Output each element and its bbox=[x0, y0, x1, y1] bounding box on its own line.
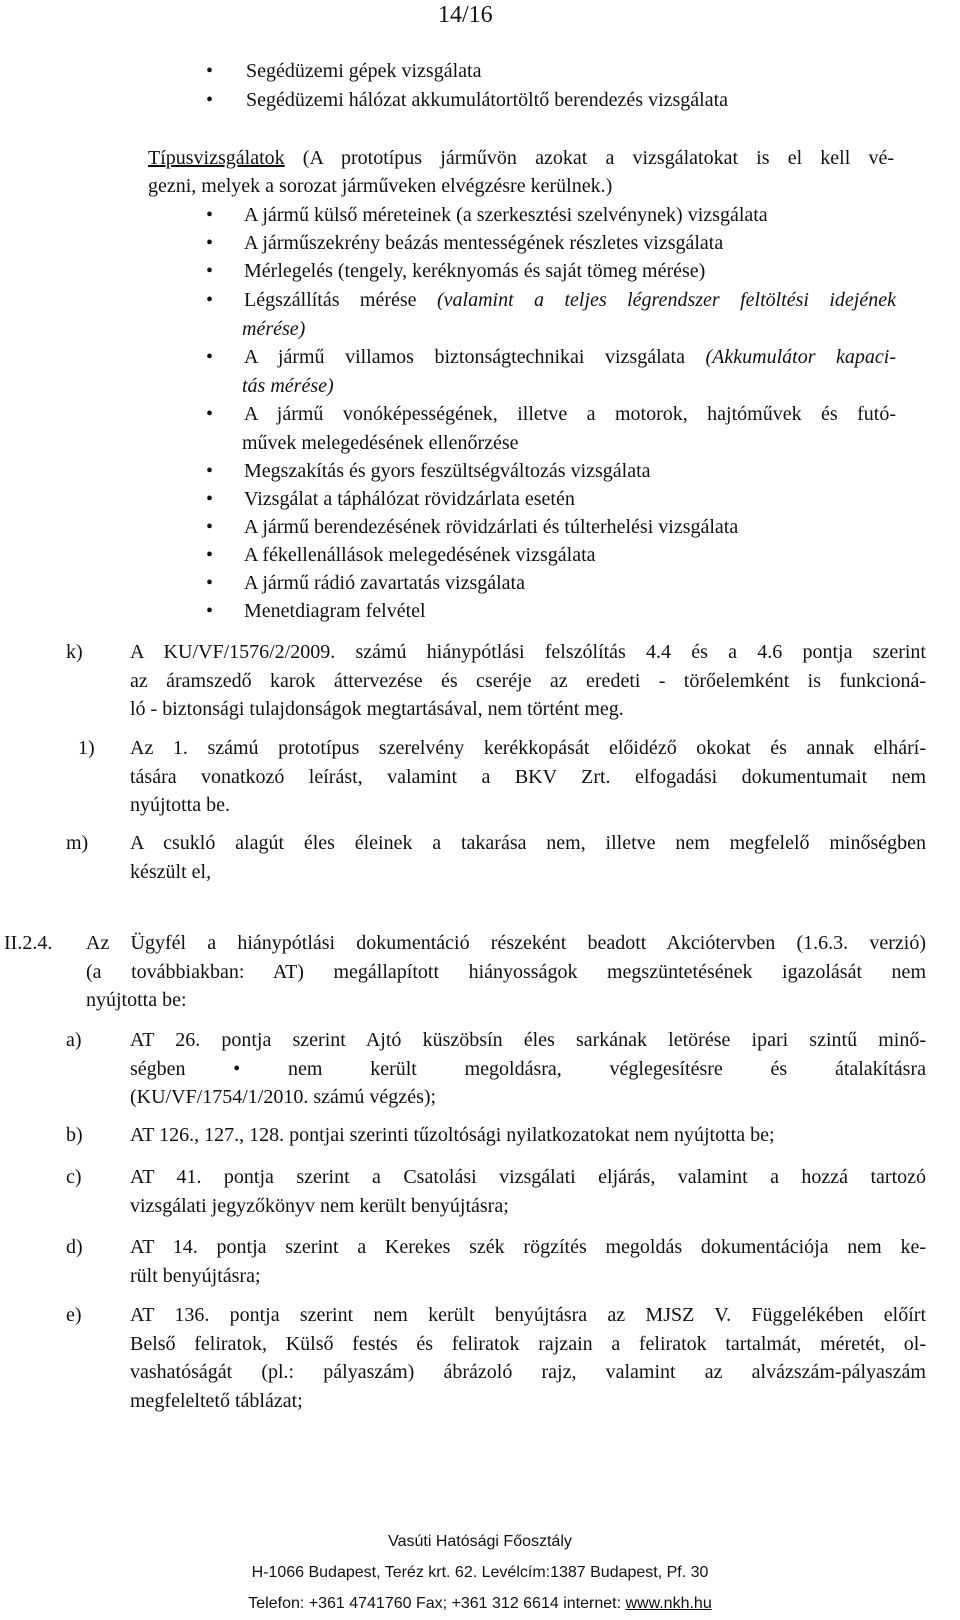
bullet-icon: • bbox=[206, 89, 214, 111]
list-item bbox=[206, 400, 896, 457]
bullet-icon: • bbox=[206, 204, 214, 226]
paragraph-line: A csukló alagút éles éleinek a takarása nem, illetve nem megfelelő minőségben bbox=[130, 832, 926, 854]
list-item-text: A jármű berendezésének rövidzárlati és túlterhelési vizsgálata bbox=[244, 516, 739, 538]
item-c-text bbox=[130, 1163, 926, 1220]
list-item bbox=[206, 457, 896, 486]
section-label-k: k) bbox=[66, 641, 83, 663]
paragraph-line: vashatóságát (pl.: pályaszám) ábrázoló rajz, valamint az alvázszám-pályaszám bbox=[130, 1361, 926, 1383]
intro-text: (A prototípus járművön azokat a vizsgálatokat is el kell vé- bbox=[284, 147, 894, 169]
type-tests-intro bbox=[148, 144, 894, 173]
list-item-italic: (valamint a teljes légrendszer feltöltési idejének bbox=[436, 289, 896, 311]
paragraph-line: ségben • nem került megoldásra, véglegesítésre és átalakításra bbox=[130, 1057, 926, 1080]
paragraph-line: AT 126., 127., 128. pontjai szerinti tűzoltósági nyilatkozatokat nem nyújtotta be; bbox=[130, 1124, 775, 1146]
list-item-italic: mérése) bbox=[242, 317, 306, 340]
list-item bbox=[206, 201, 896, 230]
bullet-icon: • bbox=[206, 572, 214, 594]
list-item-text: A járműszekrény beázás mentességének részletes vizsgálata bbox=[244, 232, 724, 254]
paragraph-line: tására vonatkozó leírást, valamint a BKV Zrt. elfogadási dokumentumait nem bbox=[130, 765, 926, 788]
list-item bbox=[206, 541, 896, 570]
section-l-text bbox=[130, 734, 926, 820]
bullet-icon: • bbox=[206, 403, 214, 425]
item-label-a: a) bbox=[66, 1029, 82, 1051]
section-label-m: m) bbox=[66, 832, 89, 854]
list-item bbox=[206, 229, 896, 258]
list-item bbox=[206, 86, 886, 115]
section-label-2-2-4: II.2.4. bbox=[4, 932, 53, 954]
bullet-icon: • bbox=[206, 346, 214, 368]
bullet-icon: • bbox=[206, 260, 214, 282]
paragraph-line: megfeleltető táblázat; bbox=[130, 1389, 303, 1412]
paragraph-line: (KU/VF/1754/1/2010. számú végzés); bbox=[130, 1086, 437, 1108]
paragraph-line: készült el, bbox=[130, 860, 212, 883]
list-item bbox=[206, 257, 896, 286]
type-tests-heading: Típusvizsgálatok bbox=[148, 147, 285, 169]
paragraph-line: Belső feliratok, Külső festés és feliratok rajzain a feliratok tartalmát, méretét, ol- bbox=[130, 1332, 926, 1355]
paragraph-line: (a továbbiakban: AT) megállapított hiányosságok megszüntetésének igazolását nem bbox=[86, 960, 926, 983]
list-item bbox=[206, 569, 896, 598]
list-item-text: Mérlegelés (tengely, keréknyomás és saját tömeg mérése) bbox=[244, 260, 706, 282]
section-label-l: 1) bbox=[78, 737, 95, 759]
list-item bbox=[206, 485, 896, 514]
paragraph-line: AT 136. pontja szerint nem került benyújtásra az MJSZ V. Függelékében előírt bbox=[130, 1304, 926, 1326]
bullet-icon: • bbox=[206, 460, 214, 482]
item-label-b: b) bbox=[66, 1124, 83, 1146]
paragraph-line: nyújtotta be: bbox=[86, 989, 187, 1011]
list-item-text: Vizsgálat a táphálózat rövidzárlata esetén bbox=[244, 488, 575, 510]
paragraph-line: az áramszedő karok áttervezése és cseréje az eredeti - törőelemként is funkcioná- bbox=[130, 669, 926, 692]
list-item-text: Menetdiagram felvétel bbox=[244, 600, 426, 622]
list-item-italic: tás mérése) bbox=[242, 374, 334, 397]
list-item-text: A jármű külső méreteinek (a szerkesztési szelvénynek) vizsgálata bbox=[244, 204, 768, 226]
list-item bbox=[206, 597, 896, 626]
paragraph-line: AT 14. pontja szerint a Kerekes szék rögzítés megoldás dokumentációja nem ke- bbox=[130, 1236, 926, 1258]
section-m-text bbox=[130, 829, 926, 886]
paragraph-line: A KU/VF/1576/2/2009. számú hiánypótlási felszólítás 4.4 és a 4.6 pontja szerint bbox=[130, 641, 926, 663]
list-item-text: A fékellenállások melegedésének vizsgálata bbox=[244, 544, 596, 566]
list-item bbox=[206, 513, 896, 542]
list-item bbox=[206, 343, 896, 400]
list-item-text: A jármű villamos biztonságtechnikai vizsgálata bbox=[244, 346, 706, 368]
bullet-icon: • bbox=[206, 544, 214, 566]
list-item-italic: (Akkumulátor kapaci- bbox=[705, 346, 896, 368]
item-label-c: c) bbox=[66, 1166, 82, 1188]
section-224-text bbox=[86, 929, 926, 1015]
bullet-icon: • bbox=[206, 60, 214, 82]
paragraph-line: Az 1. számú prototípus szerelvény kerékkopását előidéző okokat és annak elhárí- bbox=[130, 737, 926, 759]
bullet-icon: • bbox=[206, 516, 214, 538]
item-e-text bbox=[130, 1301, 926, 1415]
list-item bbox=[206, 286, 896, 343]
item-label-e: e) bbox=[66, 1304, 82, 1326]
paragraph-line: rült benyújtásra; bbox=[130, 1264, 261, 1287]
list-item-text: Segédüzemi gépek vizsgálata bbox=[246, 60, 482, 82]
footer-address: H-1066 Budapest, Teréz krt. 62. Levélcím:1387 Budapest, Pf. 30 bbox=[251, 1564, 709, 1581]
item-d-text bbox=[130, 1233, 926, 1290]
website-link[interactable]: www.nkh.hu bbox=[625, 1595, 712, 1612]
list-item-text: A jármű rádió zavartatás vizsgálata bbox=[244, 572, 525, 594]
bullet-icon: • bbox=[206, 232, 214, 254]
section-k-text bbox=[130, 638, 926, 724]
bullet-icon: • bbox=[206, 600, 214, 622]
bullet-icon: • bbox=[206, 488, 214, 510]
list-item-text: Légszállítás mérése bbox=[244, 289, 437, 311]
footer-org: Vasúti Hatósági Főosztály bbox=[388, 1533, 572, 1550]
paragraph-line: Az Ügyfél a hiánypótlási dokumentáció részeként beadott Akciótervben (1.6.3. verzió) bbox=[86, 932, 926, 954]
list-item-text: művek melegedésének ellenőrzése bbox=[242, 431, 519, 454]
list-item-text: Megszakítás és gyors feszültségváltozás vizsgálata bbox=[244, 460, 651, 482]
list-item-text: A jármű vonóképességének, illetve a motorok, hajtóművek és futó- bbox=[244, 403, 896, 425]
footer-contact bbox=[0, 1594, 960, 1614]
item-a-text bbox=[130, 1026, 926, 1112]
footer-contact-text: Telefon: +361 4741760 Fax; +361 312 6614 internet: bbox=[248, 1595, 626, 1612]
paragraph-line: nyújtotta be. bbox=[130, 794, 230, 816]
bullet-icon: • bbox=[206, 289, 214, 311]
list-item-text: Segédüzemi hálózat akkumulátortöltő berendezés vizsgálata bbox=[246, 89, 729, 111]
type-tests-intro-line2: gezni, melyek a sorozat járműveken elvégzésre kerülnek.) bbox=[148, 175, 613, 197]
page-number: 14/16 bbox=[438, 2, 493, 28]
paragraph-line: vizsgálati jegyzőkönyv nem került benyújtásra; bbox=[130, 1194, 509, 1217]
list-item bbox=[206, 57, 846, 86]
paragraph-line: ló - biztonsági tulajdonságok megtartásával, nem történt meg. bbox=[130, 698, 624, 720]
item-label-d: d) bbox=[66, 1236, 83, 1258]
item-b-text bbox=[130, 1121, 926, 1150]
paragraph-line: AT 41. pontja szerint a Csatolási vizsgálati eljárás, valamint a hozzá tartozó bbox=[130, 1166, 926, 1188]
paragraph-line: AT 26. pontja szerint Ajtó küszöbsín éles sarkának letörése ipari szintű minő- bbox=[130, 1029, 926, 1051]
